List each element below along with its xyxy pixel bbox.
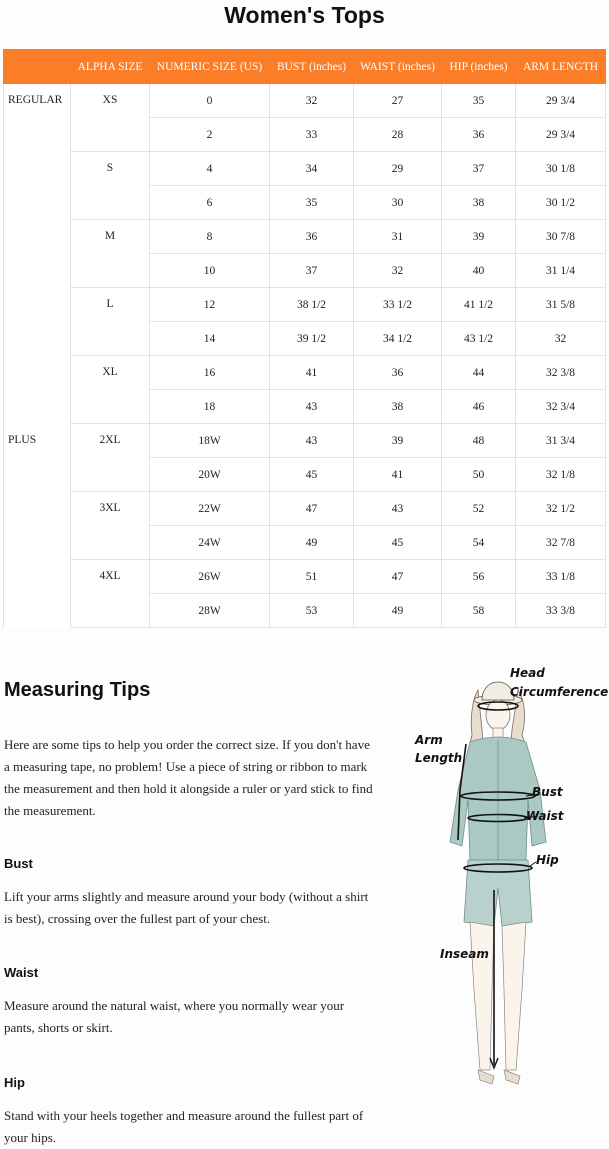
table-cell: 4	[150, 152, 270, 186]
table-cell: 0	[150, 84, 270, 118]
tips-intro-text: Here are some tips to help you order the correct size. If you don't have a measuring tape, no problem! Use a piece of string or ribbon to mark the measurement and then hold it alongside a ruler or yard stick to find the measurement.	[4, 737, 373, 818]
table-cell: 43	[270, 424, 354, 458]
table-cell: 45	[354, 526, 442, 560]
bust-heading: Bust	[4, 856, 33, 871]
table-cell: 8	[150, 220, 270, 254]
table-cell: 32	[354, 254, 442, 288]
table-cell: 37	[270, 254, 354, 288]
table-cell: 20W	[150, 458, 270, 492]
table-cell: 48	[442, 424, 516, 458]
size-category: PLUS	[4, 424, 71, 628]
table-cell: 49	[270, 526, 354, 560]
inseam-label: Inseam	[440, 947, 489, 961]
table-cell: 30 7/8	[516, 220, 606, 254]
table-row	[4, 560, 606, 594]
alpha-size-cell: 4XL	[71, 560, 150, 628]
waist-heading: Waist	[4, 965, 39, 980]
table-row	[4, 288, 606, 322]
table-cell: 39	[442, 220, 516, 254]
table-cell: 58	[442, 594, 516, 628]
column-header: ARM LENGTH	[516, 50, 606, 84]
table-cell: 38	[354, 390, 442, 424]
table-row	[4, 152, 606, 186]
table-cell: 31 1/4	[516, 254, 606, 288]
table-cell: 18	[150, 390, 270, 424]
table-cell: 24W	[150, 526, 270, 560]
alpha-size-cell: S	[71, 152, 150, 220]
table-cell: 32	[516, 322, 606, 356]
table-cell: 43	[270, 390, 354, 424]
column-header	[4, 50, 71, 84]
alpha-size-cell: L	[71, 288, 150, 356]
table-cell: 28W	[150, 594, 270, 628]
alpha-size-cell: 2XL	[71, 424, 150, 492]
page-title: Women's Tops	[224, 2, 385, 28]
table-cell: 49	[354, 594, 442, 628]
table-cell: 18W	[150, 424, 270, 458]
table-cell: 30 1/8	[516, 152, 606, 186]
hip-text: Stand with your heels together and measure around the fullest part of your hips.	[4, 1108, 364, 1145]
table-cell: 28	[354, 118, 442, 152]
size-category: REGULAR	[4, 84, 71, 424]
table-cell: 39	[354, 424, 442, 458]
table-cell: 36	[270, 220, 354, 254]
table-cell: 41 1/2	[442, 288, 516, 322]
bust-label: Bust	[532, 785, 563, 799]
table-cell: 33 1/8	[516, 560, 606, 594]
arm-label-line2: Length	[415, 751, 463, 765]
table-cell: 34	[270, 152, 354, 186]
table-cell: 38 1/2	[270, 288, 354, 322]
head-label-line1: Head	[510, 666, 545, 680]
table-cell: 14	[150, 322, 270, 356]
table-cell: 31	[354, 220, 442, 254]
table-cell: 12	[150, 288, 270, 322]
table-cell: 35	[442, 84, 516, 118]
table-cell: 34 1/2	[354, 322, 442, 356]
head-label-line2: Circumference	[510, 685, 609, 699]
table-cell: 10	[150, 254, 270, 288]
table-cell: 29	[354, 152, 442, 186]
column-header: NUMERIC SIZE (US)	[150, 50, 270, 84]
table-cell: 35	[270, 186, 354, 220]
table-cell: 33 3/8	[516, 594, 606, 628]
table-cell: 41	[270, 356, 354, 390]
table-header-row	[4, 50, 606, 84]
table-cell: 51	[270, 560, 354, 594]
table-cell: 6	[150, 186, 270, 220]
table-cell: 22W	[150, 492, 270, 526]
table-cell: 41	[354, 458, 442, 492]
hip-heading: Hip	[4, 1075, 25, 1090]
table-cell: 26W	[150, 560, 270, 594]
waist-text: Measure around the natural waist, where you normally wear your pants, shorts or skirt.	[4, 998, 345, 1035]
table-cell: 37	[442, 152, 516, 186]
alpha-size-cell: 3XL	[71, 492, 150, 560]
table-cell: 44	[442, 356, 516, 390]
table-cell: 31 5/8	[516, 288, 606, 322]
table-cell: 47	[270, 492, 354, 526]
table-row	[4, 424, 606, 458]
table-cell: 43 1/2	[442, 322, 516, 356]
table-cell: 29 3/4	[516, 84, 606, 118]
table-row	[4, 492, 606, 526]
table-cell: 32 7/8	[516, 526, 606, 560]
table-cell: 45	[270, 458, 354, 492]
table-cell: 36	[354, 356, 442, 390]
table-cell: 32	[270, 84, 354, 118]
table-cell: 31 3/4	[516, 424, 606, 458]
table-cell: 27	[354, 84, 442, 118]
column-header: ALPHA SIZE	[71, 50, 150, 84]
table-cell: 56	[442, 560, 516, 594]
table-cell: 16	[150, 356, 270, 390]
arm-label-line1: Arm	[415, 733, 443, 747]
table-cell: 30 1/2	[516, 186, 606, 220]
table-cell: 29 3/4	[516, 118, 606, 152]
table-cell: 50	[442, 458, 516, 492]
alpha-size-cell: XS	[71, 84, 150, 152]
table-cell: 32 1/2	[516, 492, 606, 526]
table-cell: 54	[442, 526, 516, 560]
column-header: WAIST (inches)	[354, 50, 442, 84]
size-chart-table	[3, 49, 606, 628]
woman-figure-illustration	[400, 660, 609, 1100]
table-cell: 39 1/2	[270, 322, 354, 356]
table-cell: 32 3/4	[516, 390, 606, 424]
table-cell: 40	[442, 254, 516, 288]
table-cell: 47	[354, 560, 442, 594]
measuring-tips-heading: Measuring Tips	[4, 679, 151, 701]
table-cell: 30	[354, 186, 442, 220]
table-cell: 46	[442, 390, 516, 424]
table-row	[4, 84, 606, 118]
table-cell: 2	[150, 118, 270, 152]
hip-label: Hip	[536, 853, 559, 867]
table-cell: 43	[354, 492, 442, 526]
table-row	[4, 356, 606, 390]
table-cell: 36	[442, 118, 516, 152]
column-header: BUST (inches)	[270, 50, 354, 84]
table-row	[4, 220, 606, 254]
table-cell: 32 1/8	[516, 458, 606, 492]
table-cell: 38	[442, 186, 516, 220]
alpha-size-cell: XL	[71, 356, 150, 424]
table-cell: 33	[270, 118, 354, 152]
column-header: HIP (inches)	[442, 50, 516, 84]
waist-label: Waist	[526, 809, 564, 823]
measurement-figure	[400, 660, 609, 1100]
table-cell: 53	[270, 594, 354, 628]
alpha-size-cell: M	[71, 220, 150, 288]
table-cell: 52	[442, 492, 516, 526]
bust-text: Lift your arms slightly and measure around your body (without a shirt is best), crossing over the fullest part of your chest.	[4, 889, 369, 926]
table-cell: 32 3/8	[516, 356, 606, 390]
table-cell: 33 1/2	[354, 288, 442, 322]
